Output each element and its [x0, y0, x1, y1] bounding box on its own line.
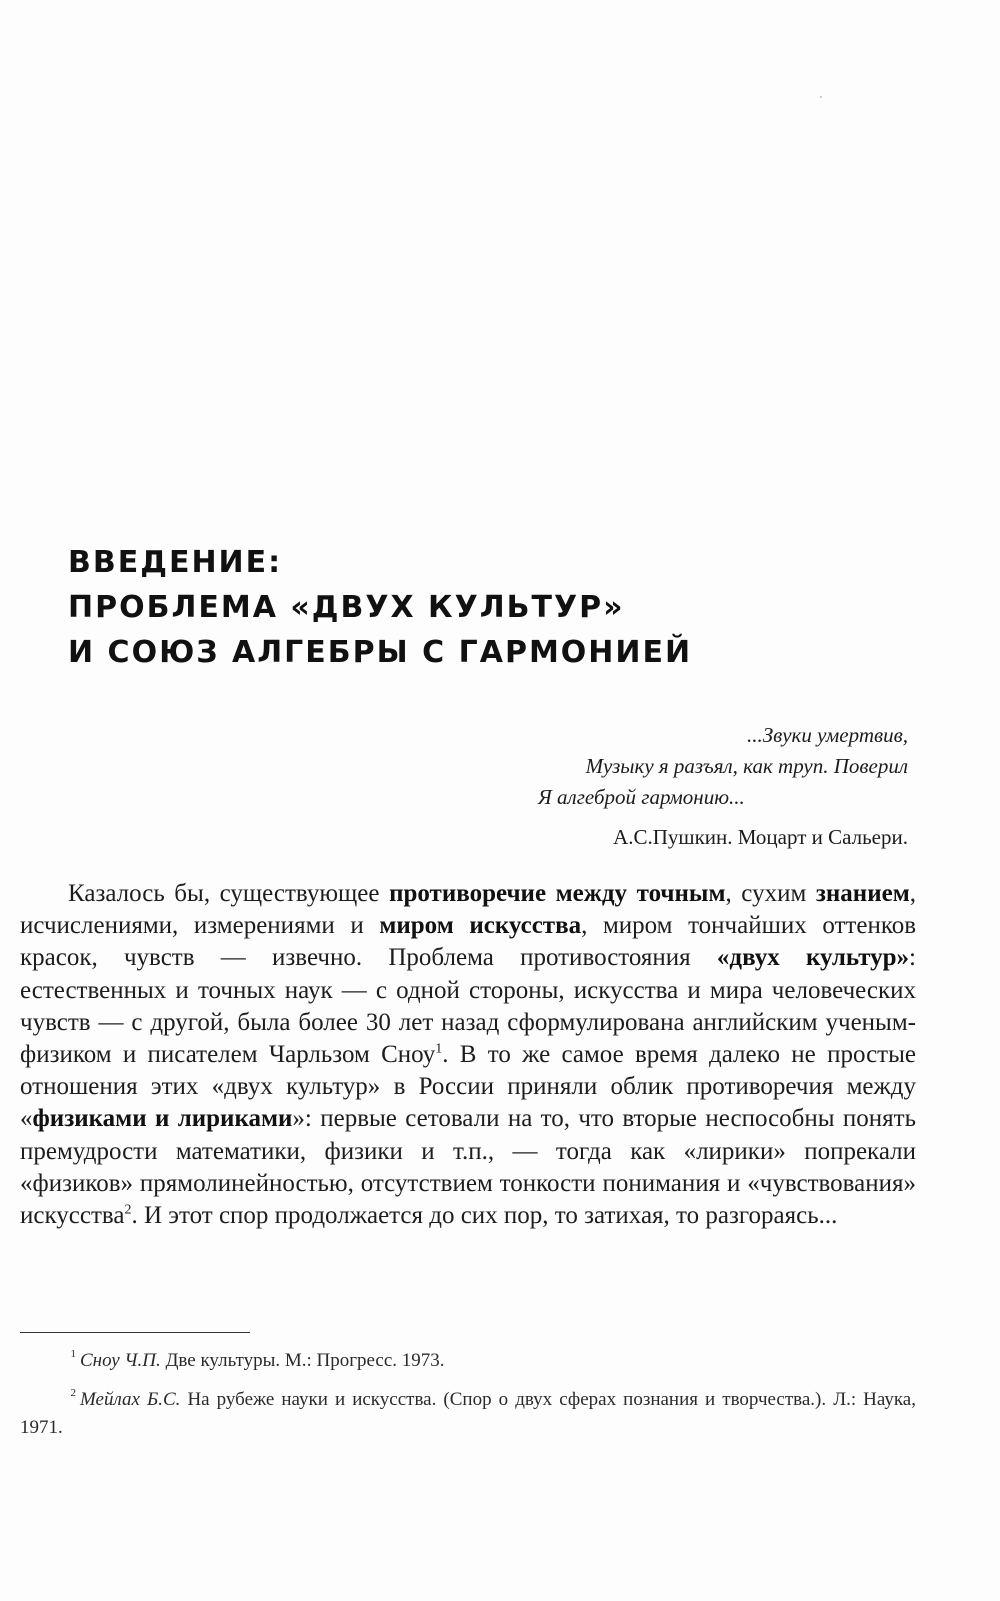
emphasis-run: физиками и лириками — [32, 1105, 293, 1133]
text-run: . В то же самое время далеко не простые отношения этих «двух культур» в России приняли облик противоречия между « — [20, 1041, 916, 1133]
emphasis-run: миром искусства — [379, 912, 582, 940]
chapter-heading-line-1: ВВЕДЕНИЕ: — [68, 545, 283, 580]
footnote-text: Две культуры. М.: Прогресс. 1973. — [160, 1350, 445, 1371]
scan-speck — [820, 96, 822, 98]
text-run: , исчислениями, измерениями и — [20, 880, 916, 940]
chapter-heading-line-3: И СОЮЗ АЛГЕБРЫ С ГАРМОНИЕЙ — [68, 635, 693, 670]
footnote-1 — [20, 1340, 916, 1375]
text-run: . И этот спор продолжается до сих пор, то затихая, то разгораясь... — [131, 1202, 838, 1230]
footnote-ref-2[interactable]: 2 — [124, 1202, 132, 1218]
footnote-2 — [20, 1379, 916, 1442]
footnote-text: На рубеже науки и искусства. (Спор о двух сферах познания и творчества.). Л.: Наука, 1971. — [20, 1389, 916, 1438]
footnote-number: 1 — [70, 1348, 76, 1360]
footnote-ref-1[interactable]: 1 — [435, 1041, 443, 1057]
text-run: Казалось бы, существующее — [68, 880, 390, 907]
epigraph-line: Я алгеброй гармонию... — [538, 785, 745, 809]
epigraph-line: Музыку я разъял, как труп. Поверил — [585, 754, 908, 778]
footnote-author: Сноу Ч.П. — [80, 1350, 161, 1371]
footnote-number: 2 — [70, 1387, 76, 1399]
text-run: , сухим — [725, 880, 816, 907]
emphasis-run: знанием — [815, 880, 910, 907]
epigraph-attribution: А.С.Пушкин. Моцарт и Сальери. — [613, 825, 908, 849]
footnote-author: Мейлах Б.С. — [80, 1389, 181, 1410]
intro-paragraph — [20, 878, 916, 1232]
chapter-heading-line-2: ПРОБЛЕМА «ДВУХ КУЛЬТУР» — [68, 590, 625, 625]
text-run: : естественных и точных наук — с одной стороны, искусства и мира человеческих чувств — с другой, была более 30 лет назад сформулирована английским ученым-физиком и писателем Чарльзом Сноу — [20, 944, 916, 1069]
footnote-divider — [20, 1332, 250, 1333]
chapter-heading — [68, 540, 868, 675]
text-run: »: первые сетовали на то, что вторые неспособны понять премудрости математики, физики и т.п., — тогда как «лирики» попрекали «физиков» прямолинейностью, отсутствием тонкости понимания и «чувствования» искусства — [20, 1105, 916, 1230]
epigraph-line: ...Звуки умертвив, — [746, 723, 908, 747]
epigraph — [308, 720, 908, 852]
epigraph-verse — [308, 720, 908, 813]
emphasis-run: «двух культур» — [716, 944, 910, 972]
footnotes — [20, 1340, 916, 1446]
emphasis-run: противоречие между точным — [389, 880, 726, 907]
text-run: , миром тончайших оттенков красок, чувств — извечно. Проблема противостояния — [20, 912, 916, 972]
